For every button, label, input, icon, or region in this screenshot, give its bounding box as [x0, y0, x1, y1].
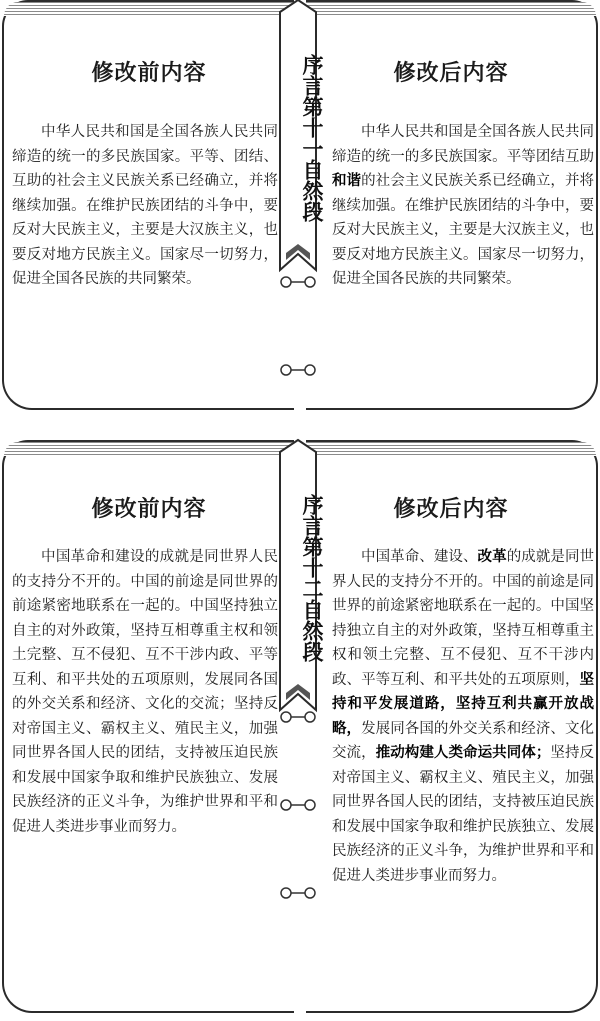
body-text: 的成就是同世界人民的支持分不开的。中国的前途是同世界的前途紧密地联系在一起的。中国坚持独立自主的对外政策，坚持互相尊重主权和领土完整、互不侵犯、互不干涉内政、平等互利、和平共处的五项原则， — [332, 549, 595, 688]
spine-label: 序言第十一自然段 — [300, 54, 324, 222]
section-paragraph-12 — [0, 440, 600, 1015]
body-text: 发展同各国的外交关系和经济、文化交流， — [332, 720, 595, 761]
section-paragraph-11 — [0, 0, 600, 412]
after-page — [306, 440, 598, 1013]
spine-label: 序言第十二自然段 — [300, 494, 324, 662]
binder-ring-icon — [280, 886, 316, 900]
highlighted-amendment-text: 改革 — [477, 549, 507, 565]
body-text: 的社会主义民族关系已经确立，并将继续加强。在维护民族团结的斗争中，要反对大民族主义，主要是大汉族主义，也要反对地方民族主义。国家尽一切努力，促进全国各民族的共同繁荣。 — [332, 173, 595, 287]
page-edge-shading — [306, 442, 596, 456]
body-text: 中华人民共和国是全国各族人民共同缔造的统一的多民族国家。平等团结互助 — [332, 124, 594, 165]
binder-ring-icon — [280, 363, 316, 377]
after-title: 修改后内容 — [393, 497, 509, 522]
page-edge-shading — [306, 2, 596, 16]
after-body — [332, 120, 594, 292]
after-title: 修改后内容 — [393, 61, 509, 86]
spine — [278, 438, 324, 1013]
before-page — [2, 440, 294, 1013]
spine — [278, 0, 324, 410]
after-page — [306, 0, 598, 410]
before-body — [12, 120, 278, 292]
binder-ring-icon — [280, 275, 316, 289]
body-text: 中华人民共和国是全国各族人民共同缔造的统一的多民族国家。平等、团结、互助的社会主义民族关系已经确立，并将继续加强。在维护民族团结的斗争中，要反对大民族主义，主要是大汉族主义，也要反对地方民族主义。国家尽一切努力，促进全国各民族的共同繁荣。 — [12, 124, 278, 287]
after-body — [332, 545, 594, 888]
before-page — [2, 0, 294, 410]
page-edge-shading — [4, 442, 294, 456]
highlighted-amendment-text: 和谐 — [332, 173, 362, 189]
highlighted-amendment-text: 坚持和平发展道路，坚持互利共赢开放战略， — [332, 671, 594, 737]
binder-ring-icon — [280, 710, 316, 724]
page-edge-shading — [4, 2, 294, 16]
body-text: 坚持反对帝国主义、霸权主义、殖民主义，加强同世界各国人民的团结，支持被压迫民族和发展中国家争取和维护民族独立、发展民族经济的正义斗争，为维护世界和平和促进人类进步事业而努力。 — [332, 745, 595, 884]
before-title: 修改前内容 — [91, 497, 207, 522]
highlighted-amendment-text: 推动构建人类命运共同体； — [375, 745, 551, 761]
body-text: 中国革命和建设的成就是同世界人民的支持分不开的。中国的前途是同世界的前途紧密地联系在一起的。中国坚持独立自主的对外政策，坚持互相尊重主权和领土完整、互不侵犯、互不干涉内政、平等互利、和平共处的五项原则，发展同各国的外交关系和经济、文化的交流；坚持反对帝国主义、霸权主义、殖民主义，加强同世界各国人民的团结，支持被压迫民族和发展中国家争取和维护民族独立、发展民族经济的正义斗争，为维护世界和平和促进人类进步事业而努力。 — [12, 549, 278, 835]
body-text: 中国革命、建设、 — [361, 549, 478, 565]
before-body — [12, 545, 278, 839]
binder-ring-icon — [280, 798, 316, 812]
before-title: 修改前内容 — [91, 61, 207, 86]
